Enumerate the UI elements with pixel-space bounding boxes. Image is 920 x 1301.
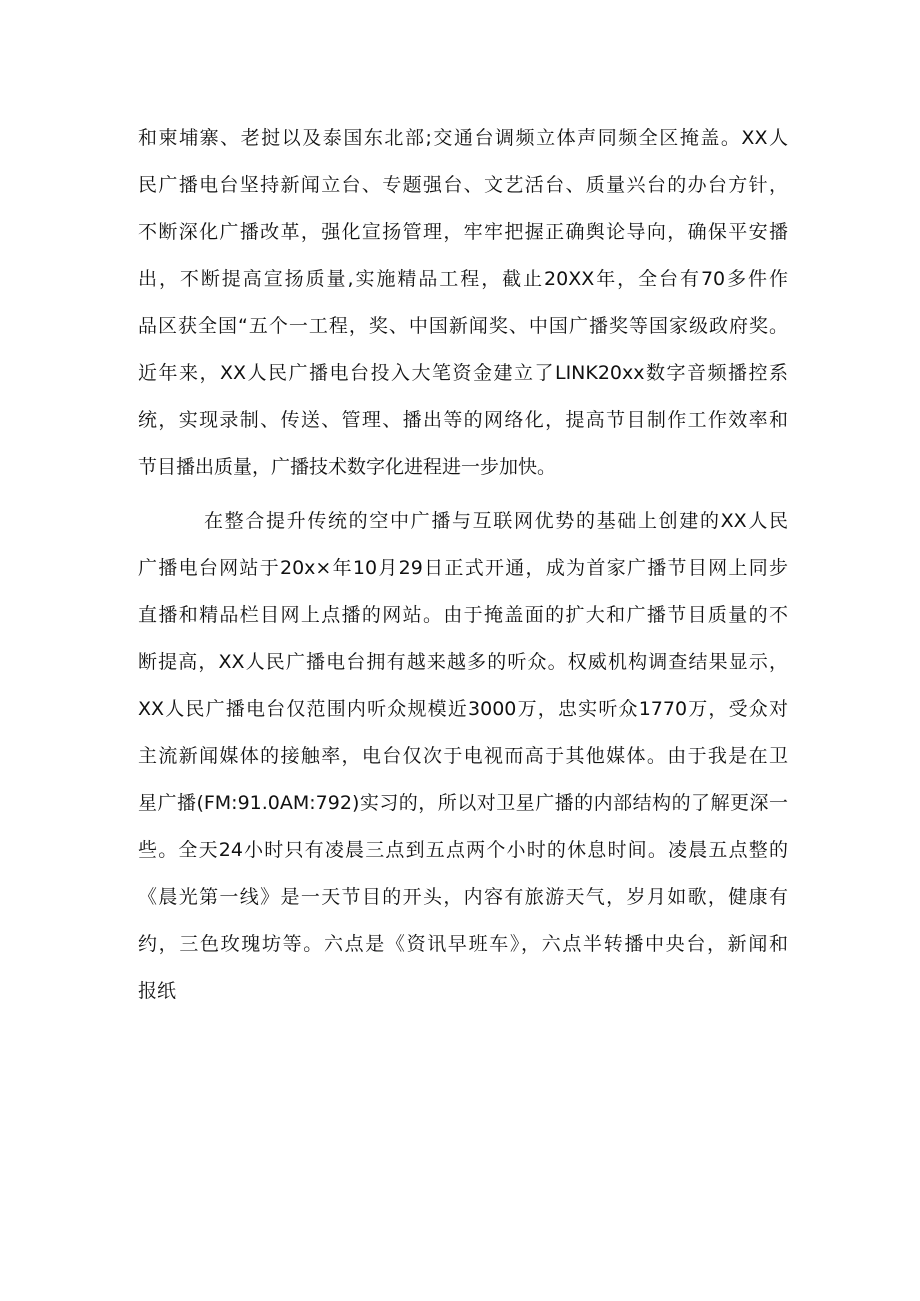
paragraph-2-line-9: 《晨光第一线》是一天节目的开头，内容有旅游天气，岁月如歌，健康有 <box>138 886 788 908</box>
paragraph-1-line-5: 品区获全国“五个一工程，奖、中国新闻奖、中国广播奖等国家级政府奖。 <box>138 315 788 337</box>
paragraph-2-line-2: 广播电台网站于20x×年10月29日正式开通，成为首家广播节目网上同步 <box>138 557 788 579</box>
paragraph-2-line-4: 断提高，XX人民广播电台拥有越来越多的听众。权威机构调查结果显示， <box>138 651 788 673</box>
paragraph-1-line-3: 不断深化广播改革，强化宣扬管理，牢牢把握正确舆论导向，确保平安播 <box>138 221 788 243</box>
paragraph-2-line-10: 约，三色玫瑰坊等。六点是《资讯早班车》，六点半转播中央台，新闻和 <box>138 933 788 955</box>
paragraph-1-line-4: 出，不断提高宣扬质量,实施精品工程，截止20XX年，全台有70多件作 <box>138 268 788 290</box>
paragraph-1-line-2: 民广播电台坚持新闻立台、专题强台、文艺活台、质量兴台的办台方针， <box>138 174 788 196</box>
paragraph-2-line-8: 些。全天24小时只有凌晨三点到五点两个小时的休息时间。凌晨五点整的 <box>138 839 788 861</box>
paragraph-2-line-7: 星广播(FM:91.0AM:792)实习的，所以对卫星广播的内部结构的了解更深一 <box>138 792 788 814</box>
paragraph-1-line-8: 节目播出质量，广播技术数字化进程进一步加快。 <box>138 456 557 478</box>
paragraph-1-line-1: 和柬埔寨、老挝以及泰国东北部;交通台调频立体声同频全区掩盖。XX人 <box>138 127 788 149</box>
paragraph-2-line-5: XX人民广播电台仅范围内听众规模近3000万，忠实听众1770万，受众对 <box>138 698 788 720</box>
paragraph-2-line-1: 在整合提升传统的空中广播与互联网优势的基础上创建的XX人民 <box>204 510 788 532</box>
paragraph-2-line-11: 报纸 <box>138 980 177 1002</box>
paragraph-2-line-6: 主流新闻媒体的接触率，电台仅次于电视而高于其他媒体。由于我是在卫 <box>138 745 788 767</box>
paragraph-1-line-6: 近年来，XX人民广播电台投入大笔资金建立了LINK20xx数字音频播控系 <box>138 362 788 384</box>
paragraph-2-line-3: 直播和精品栏目网上点播的网站。由于掩盖面的扩大和广播节目质量的不 <box>138 604 788 626</box>
paragraph-1-line-7: 统，实现录制、传送、管理、播出等的网络化，提高节目制作工作效率和 <box>138 409 788 431</box>
